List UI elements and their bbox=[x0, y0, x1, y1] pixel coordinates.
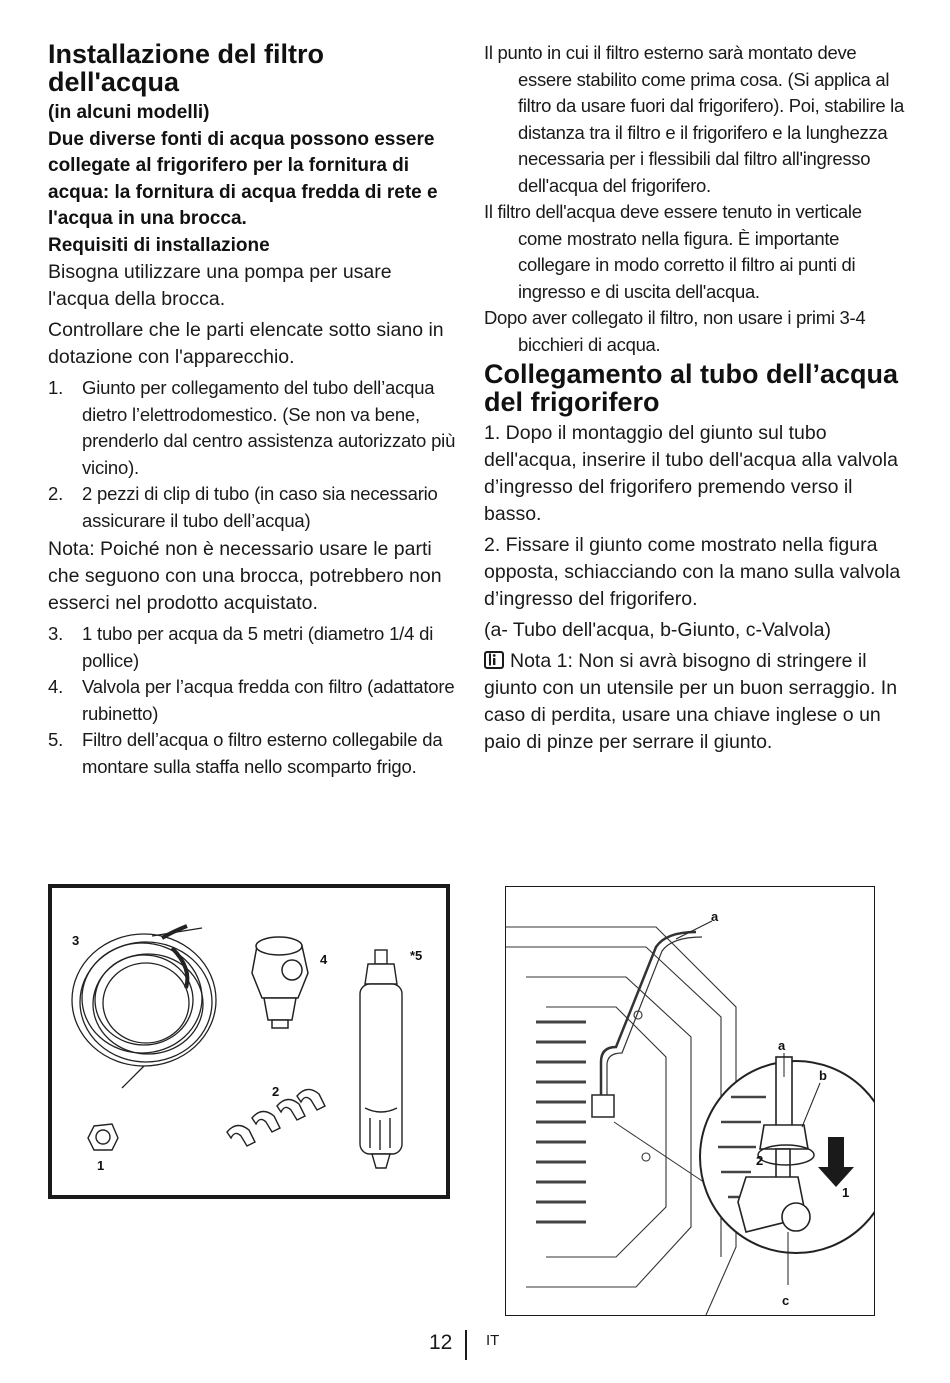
list-number: 1. bbox=[48, 377, 64, 398]
list-number: 3. bbox=[48, 623, 64, 644]
note-1-text: Nota 1: Non si avrà bisogno di stringere il giunto con un utensile per un buon serraggio. In caso di perdita, usare una chiave inglese o un paio di pinze per serrare il giunto. bbox=[484, 650, 898, 753]
filter-vertical-paragraph: Il filtro dell'acqua deve essere tenuto in verticale come mostrato nella figura. È importante collegare in modo corretto il filtro ai punti di ingresso e di uscita dell'acqua. bbox=[484, 201, 862, 302]
list-item bbox=[48, 727, 458, 780]
info-icon bbox=[484, 651, 504, 669]
requirements-heading: Requisiti di installazione bbox=[48, 234, 270, 256]
parts-list-a bbox=[48, 375, 458, 534]
list-item bbox=[48, 674, 458, 727]
label-a-top: a bbox=[711, 909, 719, 924]
list-text: 2 pezzi di clip di tubo (in caso sia necessario assicurare il tubo dell’acqua) bbox=[82, 483, 438, 531]
parts-list-b bbox=[48, 621, 458, 780]
list-text: 1 tubo per acqua da 5 metri (diametro 1/4 di pollice) bbox=[82, 623, 434, 671]
list-number: 4. bbox=[48, 676, 64, 697]
part-label-3: 3 bbox=[72, 933, 80, 948]
filter-position-paragraph: Il punto in cui il filtro esterno sarà montato deve essere stabilito come prima cosa. (Si applica al filtro da usare fuori dal frigorifero). Poi, stabilire la distanza tra il filtro e il frigorifero e la lunghezza necessaria per i flessibili dal filtro all'ingresso dell'acqua del frigorifero. bbox=[484, 42, 904, 196]
list-text: Valvola per l’acqua fredda con filtro (adattatore rubinetto) bbox=[82, 676, 455, 724]
models-subtitle: (in alcuni modelli) bbox=[48, 102, 210, 123]
page-number: 12 bbox=[429, 1331, 453, 1354]
connection-figure bbox=[505, 886, 875, 1316]
filter-cartridge bbox=[360, 950, 402, 1168]
label-c: c bbox=[782, 1293, 790, 1308]
footer-divider bbox=[465, 1330, 467, 1360]
list-item bbox=[48, 481, 458, 534]
note-1-paragraph bbox=[484, 648, 904, 756]
parts-figure bbox=[48, 884, 450, 1199]
language-code: IT bbox=[486, 1332, 500, 1349]
filter-install-title: Installazione del filtro dell'acqua bbox=[48, 39, 325, 97]
label-b: b bbox=[819, 1068, 827, 1083]
list-text: Filtro dell’acqua o filtro esterno collegabile da montare sulla staffa nello scomparto frigo. bbox=[82, 729, 443, 777]
step-1-text: 1. Dopo il montaggio del giunto sul tubo dell'acqua, inserire il tubo dell'acqua alla valvola d’ingresso del frigorifero premendo verso il basso. bbox=[484, 422, 898, 525]
label-step-1: 1 bbox=[842, 1185, 850, 1200]
step-2-text: 2. Fissare il giunto come mostrato nella figura opposta, schiacciando con la mano sulla valvola d’ingresso del frigorifero. bbox=[484, 534, 901, 610]
zoom-inset bbox=[700, 1057, 874, 1253]
intro-bold-text: Due diverse fonti di acqua possono essere collegate al frigorifero per la fornitura di acqua: la fornitura di acqua fredda di rete e l'acqua in una brocca. bbox=[48, 128, 438, 229]
list-number: 5. bbox=[48, 729, 64, 750]
hose-coil bbox=[72, 926, 216, 1088]
label-a: a bbox=[778, 1038, 786, 1053]
first-glasses-paragraph: Dopo aver collegato il filtro, non usare i primi 3-4 bicchieri di acqua. bbox=[484, 307, 866, 355]
list-item bbox=[48, 375, 458, 481]
left-column bbox=[48, 40, 458, 782]
note-paragraph: Nota: Poiché non è necessario usare le parti che seguono con una brocca, potrebbero non esserci nel prodotto acquistato. bbox=[48, 538, 442, 614]
part-label-1: 1 bbox=[97, 1158, 105, 1173]
part-label-4: 4 bbox=[320, 952, 328, 967]
connection-title: Collegamento al tubo dell’acqua del frigorifero bbox=[484, 359, 899, 417]
connection-illustration bbox=[506, 887, 874, 1315]
list-number: 2. bbox=[48, 483, 64, 504]
pump-paragraph: Bisogna utilizzare una pompa per usare l'acqua della brocca. bbox=[48, 261, 392, 310]
valve-part bbox=[252, 937, 308, 1028]
check-parts-paragraph: Controllare che le parti elencate sotto siano in dotazione con l'apparecchio. bbox=[48, 319, 444, 368]
list-text: Giunto per collegamento del tubo dell’acqua dietro l’elettrodomestico. (Se non va bene, prenderlo dal centro assistenza autorizzato più vicino). bbox=[82, 377, 456, 478]
part-label-2: 2 bbox=[272, 1084, 280, 1099]
right-column bbox=[484, 40, 904, 760]
label-step-2: 2 bbox=[756, 1153, 764, 1168]
figure-legend: (a- Tubo dell'acqua, b-Giunto, c-Valvola) bbox=[484, 619, 831, 641]
nut-part bbox=[88, 1124, 118, 1150]
part-label-5: *5 bbox=[410, 948, 423, 963]
parts-illustration bbox=[52, 888, 446, 1195]
list-item bbox=[48, 621, 458, 674]
